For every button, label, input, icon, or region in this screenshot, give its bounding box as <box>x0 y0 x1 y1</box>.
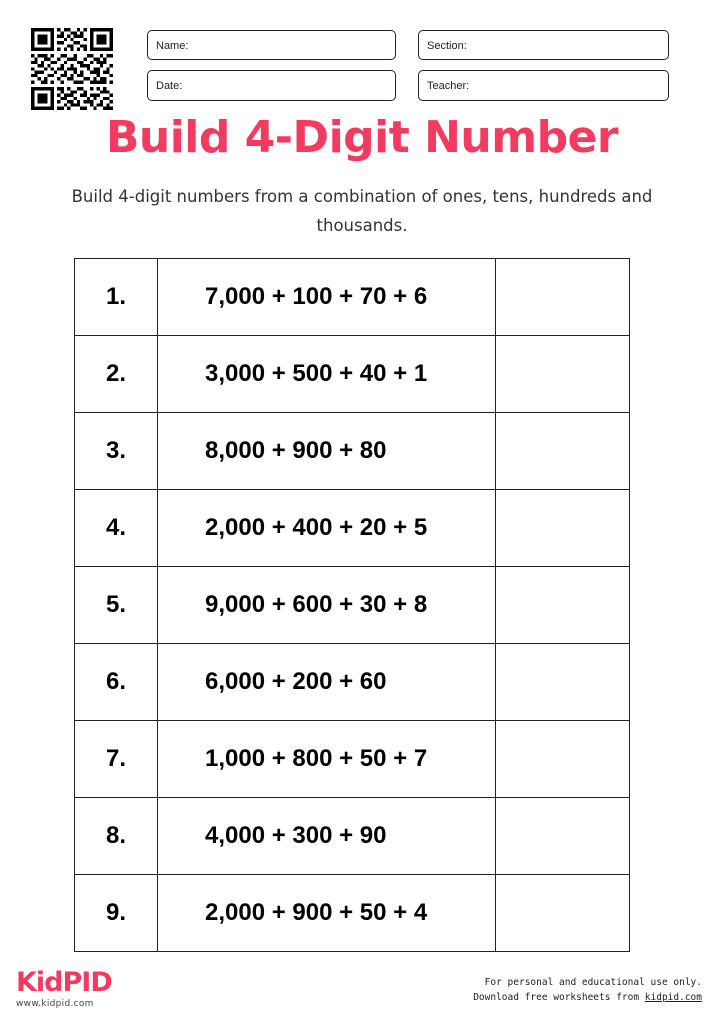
name-label: Name: <box>156 40 189 52</box>
problem-expression: 9,000 + 600 + 30 + 8 <box>158 567 496 643</box>
problem-number: 8. <box>75 798 158 874</box>
answer-box[interactable] <box>496 567 629 643</box>
problem-number: 9. <box>75 875 158 951</box>
kidpid-link[interactable]: kidpid.com <box>644 992 702 1003</box>
footer-note <box>473 975 702 1005</box>
answer-box[interactable] <box>496 336 629 412</box>
problem-expression: 6,000 + 200 + 60 <box>158 644 496 720</box>
footer-note-line2 <box>473 990 702 1005</box>
section-field[interactable] <box>418 30 669 60</box>
answer-box[interactable] <box>496 798 629 874</box>
problem-expression: 8,000 + 900 + 80 <box>158 413 496 489</box>
table-row <box>75 259 629 336</box>
date-label: Date: <box>156 80 183 92</box>
table-row <box>75 875 629 952</box>
answer-box[interactable] <box>496 259 629 335</box>
problem-expression: 7,000 + 100 + 70 + 6 <box>158 259 496 335</box>
instructions: Build 4-digit numbers from a combination of ones, tens, hundreds and thousands. <box>71 187 653 235</box>
table-row <box>75 721 629 798</box>
problem-number: 7. <box>75 721 158 797</box>
problem-number: 1. <box>75 259 158 335</box>
page-title: Build 4-Digit Number <box>105 112 619 163</box>
problem-number: 2. <box>75 336 158 412</box>
problem-expression: 2,000 + 900 + 50 + 4 <box>158 875 496 951</box>
answer-box[interactable] <box>496 490 629 566</box>
problem-expression: 3,000 + 500 + 40 + 1 <box>158 336 496 412</box>
table-row <box>75 567 629 644</box>
section-label: Section: <box>427 40 467 52</box>
footer-note-line1: For personal and educational use only. <box>484 977 702 988</box>
teacher-label: Teacher: <box>427 80 470 92</box>
kidpid-logo: KidPID <box>16 967 112 998</box>
answer-box[interactable] <box>496 413 629 489</box>
problem-number: 4. <box>75 490 158 566</box>
problem-table <box>74 258 630 952</box>
date-field[interactable] <box>147 70 396 101</box>
footer-note-prefix: Download free worksheets from <box>473 992 645 1003</box>
qr-code-icon <box>31 28 113 110</box>
answer-box[interactable] <box>496 644 629 720</box>
table-row <box>75 413 629 490</box>
logo-url: www.kidpid.com <box>16 999 94 1009</box>
table-row <box>75 798 629 875</box>
problem-expression: 2,000 + 400 + 20 + 5 <box>158 490 496 566</box>
table-row <box>75 490 629 567</box>
answer-box[interactable] <box>496 721 629 797</box>
table-row <box>75 644 629 721</box>
problem-number: 3. <box>75 413 158 489</box>
answer-box[interactable] <box>496 875 629 951</box>
problem-expression: 4,000 + 300 + 90 <box>158 798 496 874</box>
teacher-field[interactable] <box>418 70 669 101</box>
problem-number: 6. <box>75 644 158 720</box>
problem-expression: 1,000 + 800 + 50 + 7 <box>158 721 496 797</box>
problem-number: 5. <box>75 567 158 643</box>
name-field[interactable] <box>147 30 396 60</box>
table-row <box>75 336 629 413</box>
